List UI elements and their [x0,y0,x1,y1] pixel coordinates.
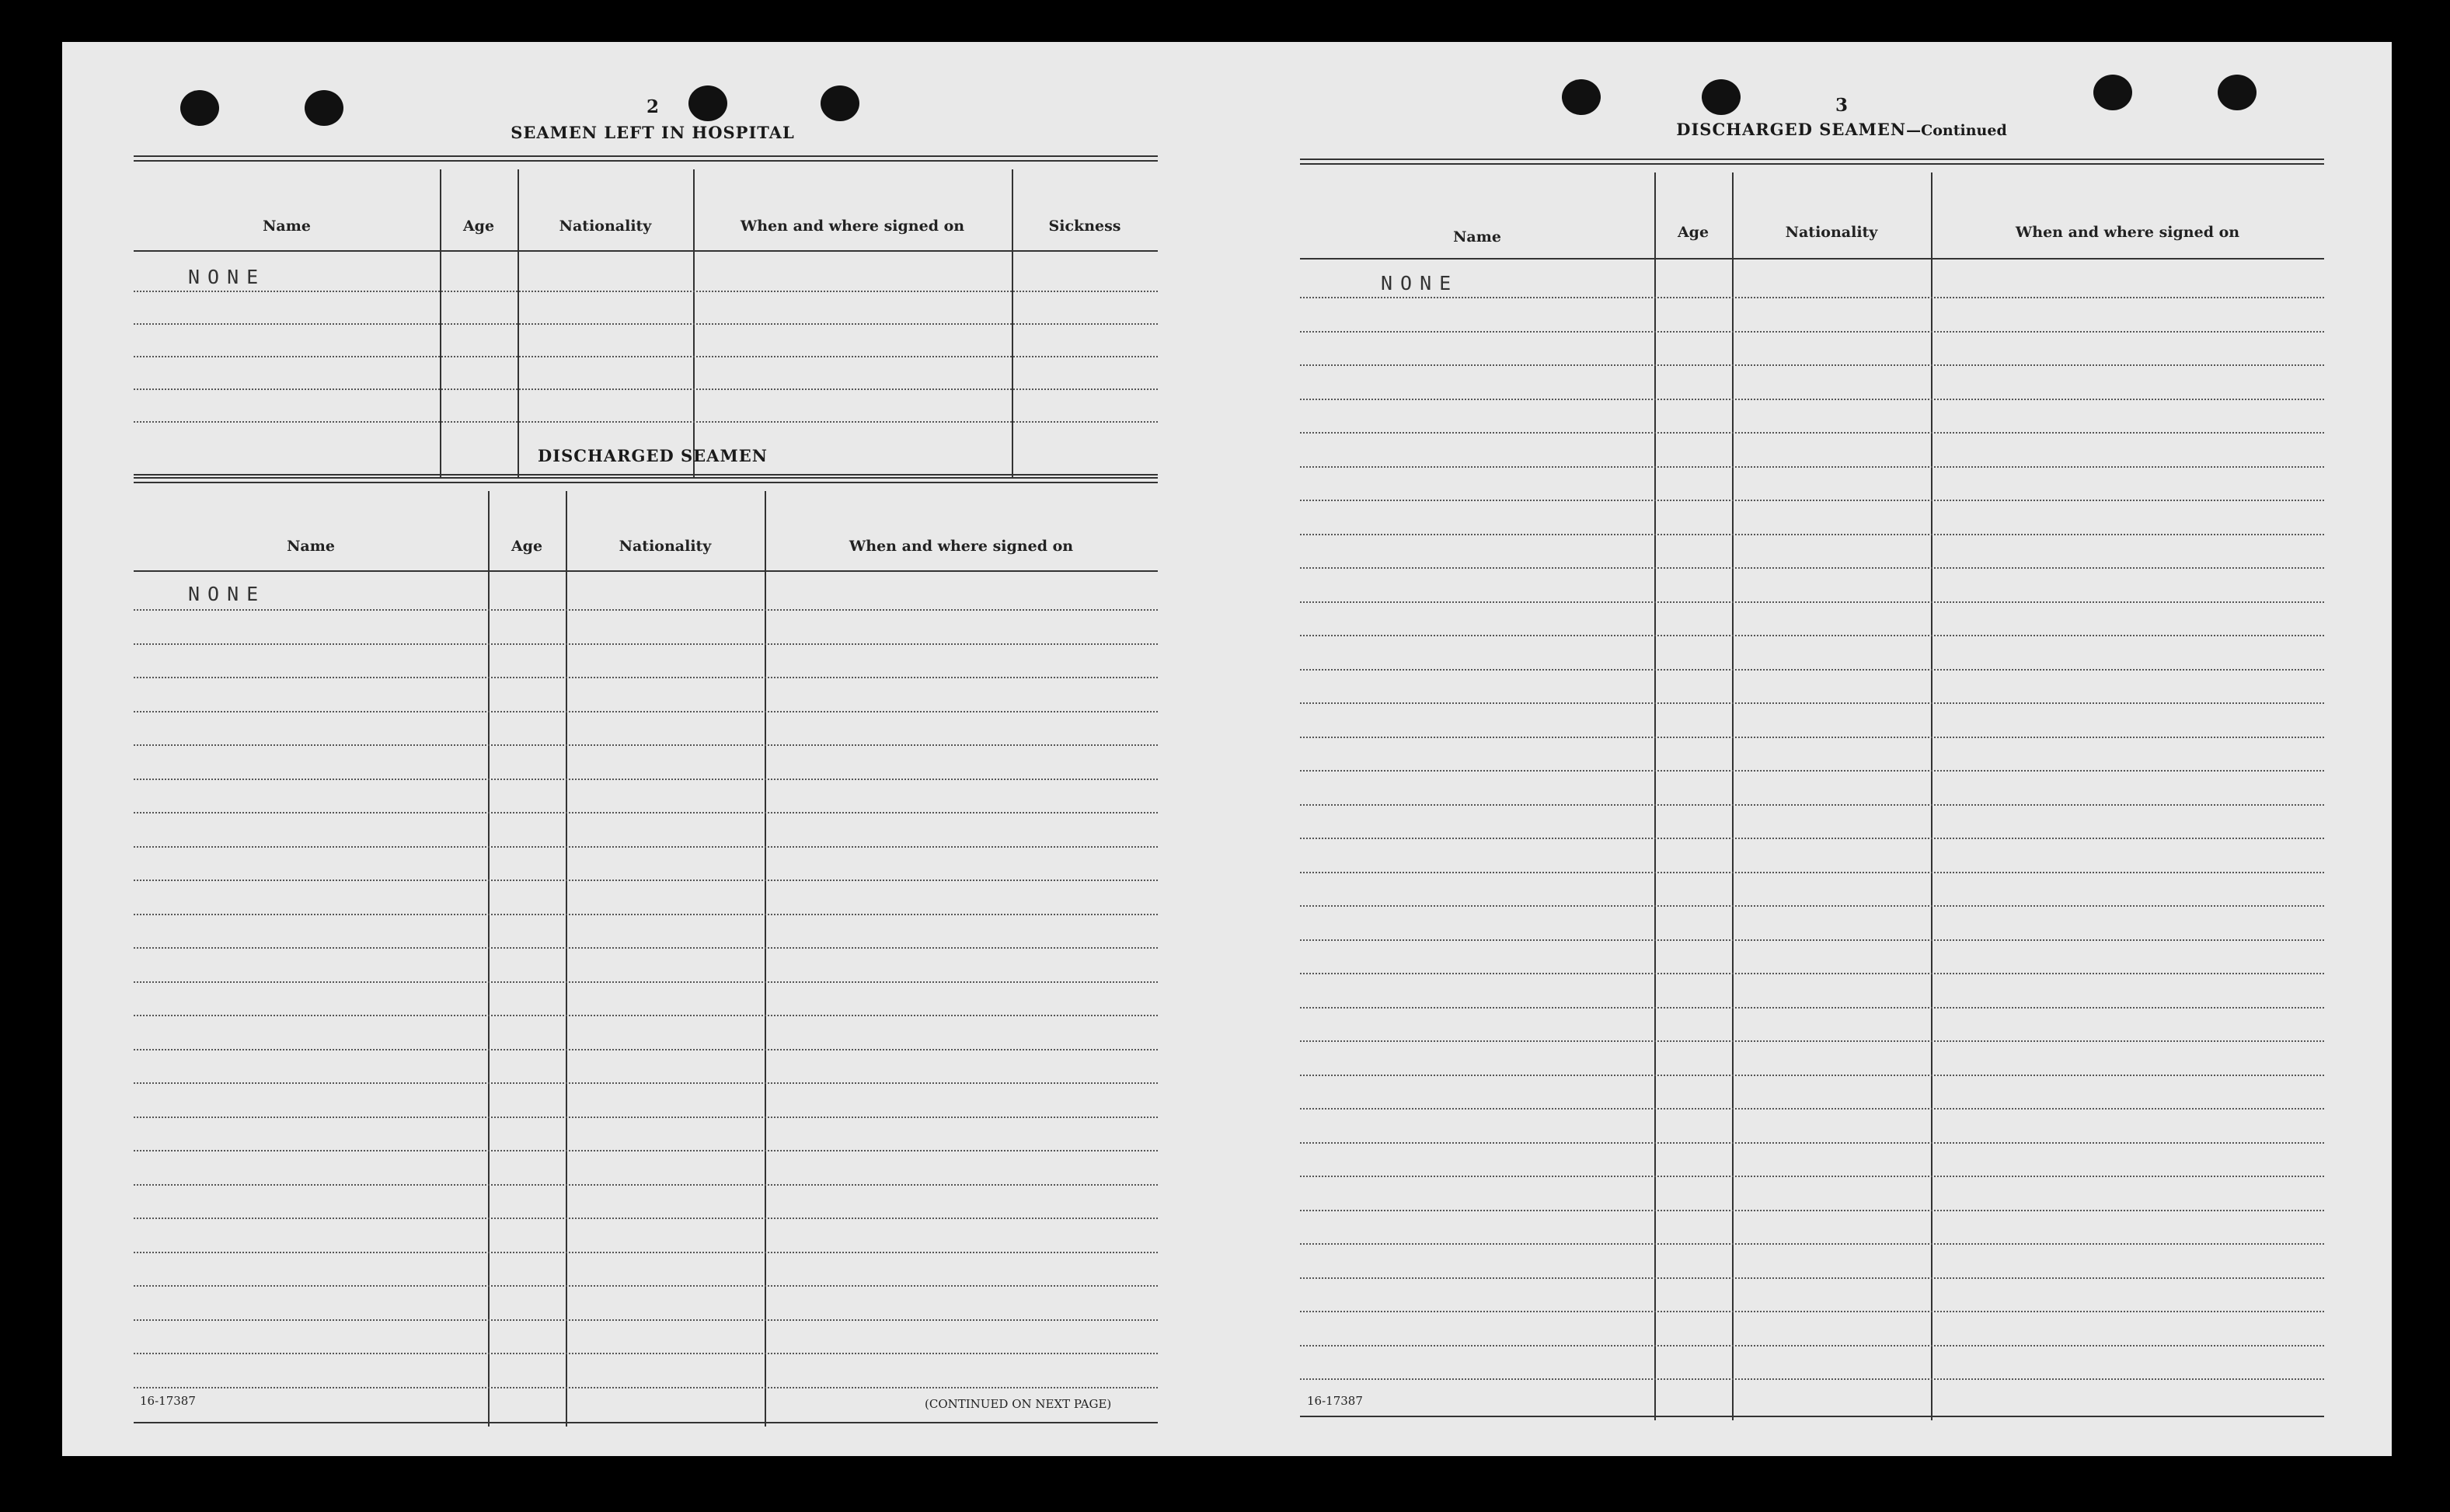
header-rule [134,570,1158,572]
row-line [134,643,1158,645]
punch-hole [1702,79,1741,115]
row-line [1300,1075,2324,1076]
form-sheet [62,42,2392,1456]
row-line [134,1015,1158,1016]
entry-none: NONE [188,266,267,288]
title-rule [134,155,1158,162]
row-line [134,1150,1158,1151]
row-line [1300,1378,2324,1380]
title-rule [134,477,1158,483]
row-line [1300,702,2324,704]
punch-hole [2093,75,2132,110]
row-line [134,914,1158,915]
row-line [1300,331,2324,333]
row-line [1300,838,2324,839]
column-divider [1654,172,1656,1420]
column-header-age: Age [462,218,495,235]
bottom-rule [1300,1416,2324,1417]
column-header-age: Age [1677,224,1709,241]
row-line [1300,737,2324,738]
row-line [1300,399,2324,400]
column-header-age: Age [511,538,543,555]
row-line [1300,669,2324,671]
column-divider [1732,172,1734,1420]
row-line [1300,804,2324,806]
row-line [1300,466,2324,468]
row-line [134,1353,1158,1354]
row-line [1300,1040,2324,1042]
row-line [1300,567,2324,569]
row-line [134,356,1158,357]
row-line [134,812,1158,813]
bottom-rule [134,1422,1158,1423]
row-line [134,1082,1158,1084]
section-title-discharged-continued [1616,120,2067,139]
row-line [1300,1007,2324,1009]
column-header-name: Name [287,538,335,555]
row-line [134,779,1158,780]
page-right [1228,42,2392,1456]
row-line [1300,364,2324,366]
punch-hole [1562,79,1601,115]
entry-none: NONE [188,583,267,605]
row-line [1300,297,2324,298]
row-line [134,1387,1158,1388]
column-header-name: Name [263,218,311,235]
row-line [1300,1345,2324,1347]
row-line [1300,1243,2324,1245]
row-line [134,323,1158,325]
row-line [134,880,1158,881]
row-line [134,388,1158,390]
row-line [1300,905,2324,907]
row-line [134,1218,1158,1219]
row-line [134,711,1158,712]
row-line [134,609,1158,611]
discharged-table [134,491,1158,1427]
hospital-table [134,169,1158,479]
column-divider [1931,172,1932,1420]
row-line [1300,1311,2324,1312]
page-left [62,42,1228,1456]
column-header-when-where: When and where signed on [2015,224,2240,241]
column-header-nationality: Nationality [559,218,652,235]
row-line [134,421,1158,423]
punch-hole [180,90,219,126]
form-number: 16-17387 [1307,1394,1363,1408]
punch-hole [821,85,859,121]
row-line [1300,1142,2324,1144]
row-line [1300,500,2324,501]
punch-hole [2218,75,2257,110]
row-line [1300,770,2324,772]
row-line [1300,534,2324,535]
row-line [134,1049,1158,1050]
column-header-name: Name [1453,228,1501,246]
row-line [1300,635,2324,636]
title-main: DISCHARGED SEAMEN [1676,120,1907,139]
row-line [1300,872,2324,873]
row-line [134,947,1158,949]
column-header-nationality: Nationality [1785,224,1878,241]
entry-none: NONE [1381,272,1459,294]
punch-hole [305,90,343,126]
title-suffix: —Continued [1906,122,2007,139]
row-line [1300,973,2324,974]
row-line [134,846,1158,848]
column-header-sickness: Sickness [1048,218,1121,235]
row-line [1300,432,2324,434]
bottom-rule [134,474,1158,476]
row-line [134,744,1158,746]
row-line [134,1285,1158,1287]
page-number: 3 [1835,95,1848,116]
title-rule [1300,159,2324,165]
row-line [1300,1210,2324,1211]
row-line [134,677,1158,678]
row-line [1300,939,2324,941]
column-header-when-where: When and where signed on [849,538,1074,555]
column-header-nationality: Nationality [619,538,712,555]
row-line [1300,1176,2324,1177]
continued-note: (CONTINUED ON NEXT PAGE) [925,1397,1112,1411]
row-line [1300,601,2324,603]
row-line [1300,1108,2324,1110]
row-line [134,1184,1158,1186]
page-number: 2 [646,96,659,117]
header-rule [1300,258,2324,260]
header-rule [134,250,1158,252]
discharged-continued-table [1300,172,2324,1420]
row-line [134,1252,1158,1253]
column-header-when-where: When and where signed on [740,218,965,235]
row-line [134,1319,1158,1321]
punch-hole [688,85,727,121]
section-title-hospital: SEAMEN LEFT IN HOSPITAL [511,123,795,142]
row-line [134,1117,1158,1118]
row-line [134,291,1158,292]
form-number: 16-17387 [140,1394,196,1408]
row-line [134,981,1158,983]
row-line [1300,1277,2324,1279]
section-title-discharged: DISCHARGED SEAMEN [538,446,768,465]
